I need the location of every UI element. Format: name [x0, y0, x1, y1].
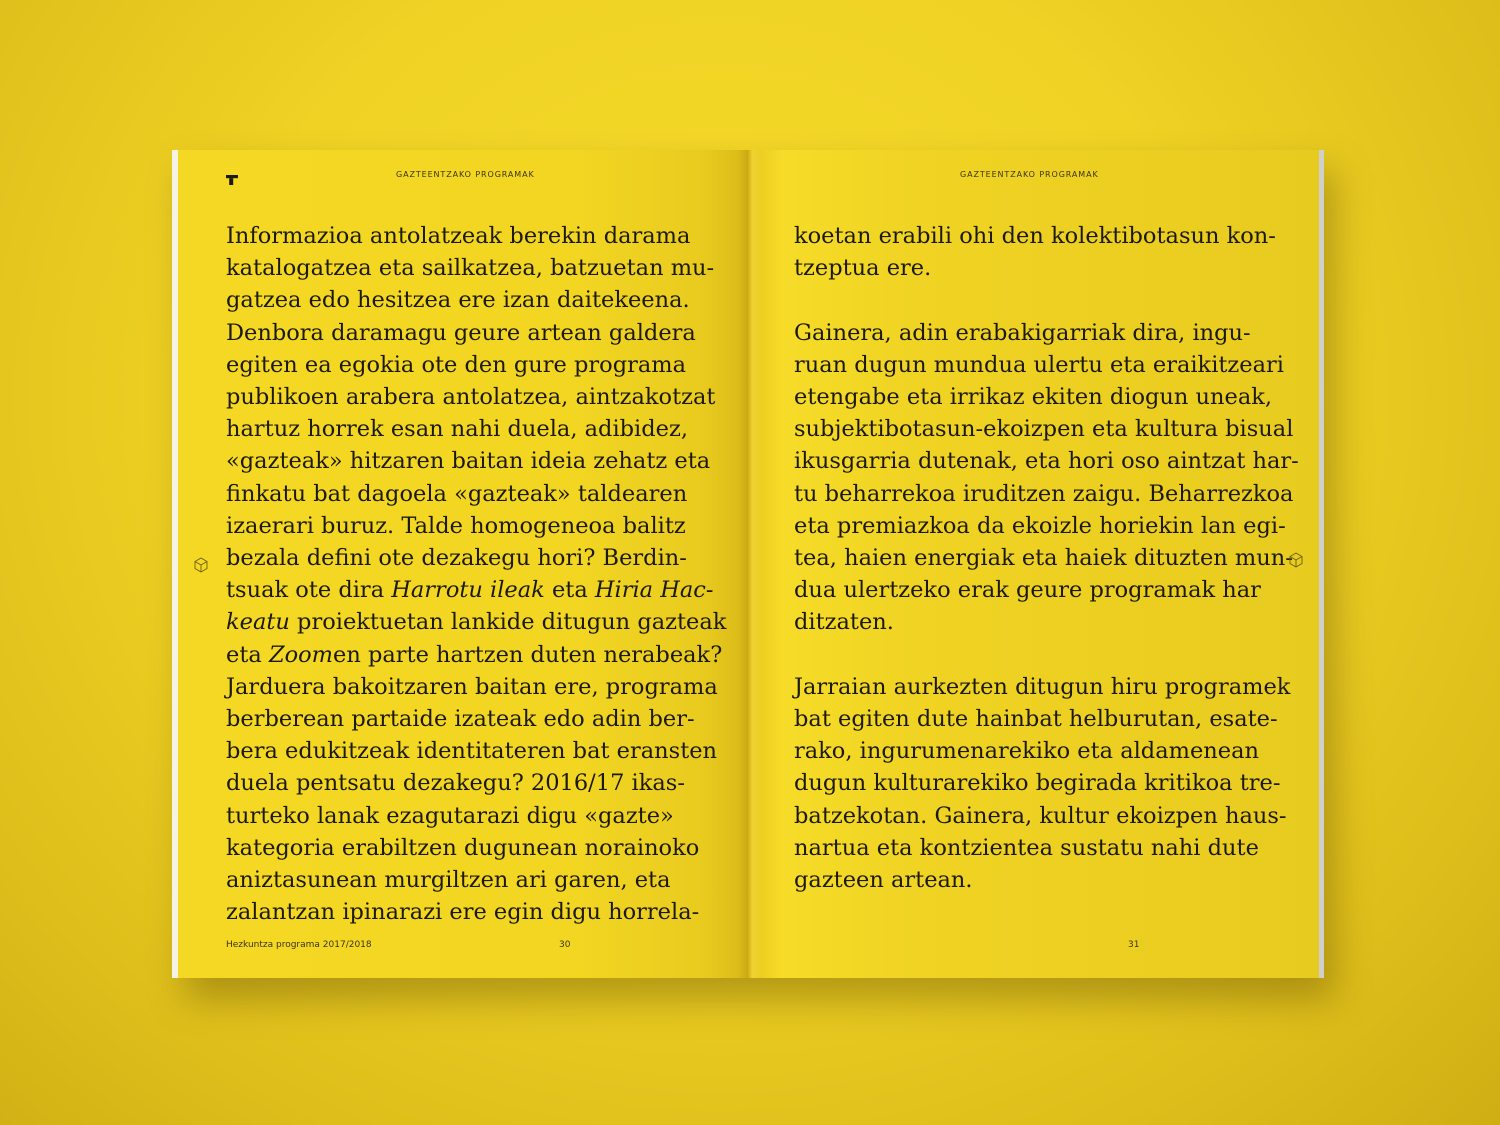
text-line: [226, 735, 726, 767]
text-line: [226, 671, 726, 703]
text-run: bera edukitzeak identitateren bat eransten: [226, 738, 718, 765]
text-line: [226, 574, 726, 606]
text-line: [226, 349, 726, 381]
text-line: eta premiazkoa da ekoizle horiekin lan egi-: [794, 512, 1286, 539]
text-line: [226, 284, 726, 316]
left-body-text: [226, 220, 726, 928]
right-body-text: [794, 220, 1299, 896]
right-page: [748, 150, 1324, 978]
text-line: nartua eta kontzientea sustatu nahi dute: [794, 834, 1259, 861]
text-run: Jarduera bakoitzaren baitan ere, programa: [226, 673, 718, 700]
text-run: en parte hartzen duten nerabeak?: [333, 641, 723, 668]
text-line: koetan erabili ohi den kolektibotasun kon-: [794, 223, 1276, 249]
text-line: [226, 478, 726, 510]
text-line: Gainera, adin erabakigarriak dira, ingu-: [794, 319, 1251, 346]
text-run: eta: [226, 641, 269, 668]
text-line: dua ulertzeko erak geure programak har: [794, 577, 1261, 604]
text-line: dugun kulturarekiko begirada kritikoa tre-: [794, 770, 1281, 797]
text-line: ditzaten.: [794, 609, 894, 636]
text-run: kategoria erabiltzen dugunean norainoko: [226, 834, 700, 861]
text-line: [226, 832, 726, 864]
text-line: Jarraian aurkezten ditugun hiru programek: [794, 673, 1291, 700]
text-line: gazteen artean.: [794, 867, 973, 894]
paragraph-gap: [794, 284, 1284, 316]
text-line: ikusgarria dutenak, eta hori oso aintzat har-: [794, 448, 1299, 475]
text-run: izaerari buruz. Talde homogeneoa balitz: [226, 512, 686, 539]
text-line: [226, 864, 726, 896]
text-run: eta: [544, 577, 595, 604]
text-run: berberean partaide izateak edo adin ber-: [226, 706, 695, 733]
text-run: proiektuetan lankide ditugun gazteak: [289, 609, 727, 636]
text-line: [226, 639, 726, 671]
text-line: [226, 252, 726, 284]
text-line: [226, 542, 726, 574]
text-run: bezala defini ote dezakegu hori? Berdin-: [226, 545, 687, 572]
text-line: [226, 413, 726, 445]
italic-title: Harrotu ileak: [391, 577, 545, 604]
text-run: publikoen arabera antolatzea, aintzakotzat: [226, 384, 716, 411]
book-gutter: [738, 150, 762, 978]
text-line: tu beharrekoa iruditzen zaigu. Beharrezkoa: [794, 480, 1294, 507]
text-line: ruan dugun mundua ulertu eta eraikitzeari: [794, 351, 1284, 378]
text-line: batzekotan. Gainera, kultur ekoizpen haus-: [794, 802, 1287, 829]
cube-outline-icon: [1289, 552, 1303, 568]
text-run: katalogatzea eta sailkatzea, batzuetan mu-: [226, 255, 715, 282]
page-number-left: 30: [559, 940, 571, 950]
running-head-right: GAZTEENTZAKO PROGRAMAK: [960, 170, 1099, 179]
cube-outline-icon: [194, 557, 208, 573]
text-run: duela pentsatu dezakegu? 2016/17 ikas-: [226, 770, 685, 797]
text-run: aniztasunean murgiltzen ari garen, eta: [226, 867, 671, 894]
running-head-left: GAZTEENTZAKO PROGRAMAK: [396, 170, 535, 179]
text-line: [226, 510, 726, 542]
text-line: [226, 317, 726, 349]
text-line: [226, 606, 726, 638]
text-line: [226, 381, 726, 413]
text-line: [226, 767, 726, 799]
text-line: tea, haien energiak eta haiek dituzten mun-: [794, 545, 1293, 572]
text-run: finkatu bat dagoela «gazteak» taldearen: [226, 480, 688, 507]
text-run: egiten ea egokia ote den gure programa: [226, 351, 687, 378]
text-line: tzeptua ere.: [794, 255, 932, 282]
text-line: [226, 896, 726, 928]
text-run: zalantzan ipinarazi ere egin digu horrela-: [226, 899, 700, 926]
text-run: «gazteak» hitzaren baitan ideia zehatz eta: [226, 448, 711, 475]
italic-title: Zoom: [268, 641, 333, 668]
text-run: gatzea edo hesitzea ere izan daitekeena.: [226, 287, 690, 314]
text-line: bat egiten dute hainbat helburutan, esate-: [794, 706, 1278, 733]
paragraph-gap: [794, 639, 1284, 671]
text-line: [226, 703, 726, 735]
text-run: turteko lanak ezagutarazi digu «gazte»: [226, 802, 674, 829]
text-run: tsuak ote dira: [226, 577, 392, 604]
footer-title: Hezkuntza programa 2017/2018: [226, 940, 372, 950]
left-page: [172, 150, 748, 978]
text-line: rako, ingurumenarekiko eta aldamenean: [794, 738, 1259, 765]
text-line: [226, 445, 726, 477]
text-line: [226, 800, 726, 832]
text-line: [226, 220, 726, 252]
text-line: subjektibotasun-ekoizpen eta kultura bisual: [794, 416, 1294, 443]
text-run: Denbora daramagu geure artean galdera: [226, 319, 696, 346]
text-line: etengabe eta irrikaz ekiten diogun uneak,: [794, 384, 1273, 410]
italic-title: Hiria Hac-: [594, 577, 714, 604]
text-run: hartuz horrek esan nahi duela, adibidez,: [226, 416, 688, 443]
text-run: Informazioa antolatzeak berekin darama: [226, 223, 691, 249]
publisher-logo-icon: [226, 175, 238, 185]
italic-title: keatu: [226, 609, 290, 636]
page-number-right: 31: [1128, 940, 1140, 950]
